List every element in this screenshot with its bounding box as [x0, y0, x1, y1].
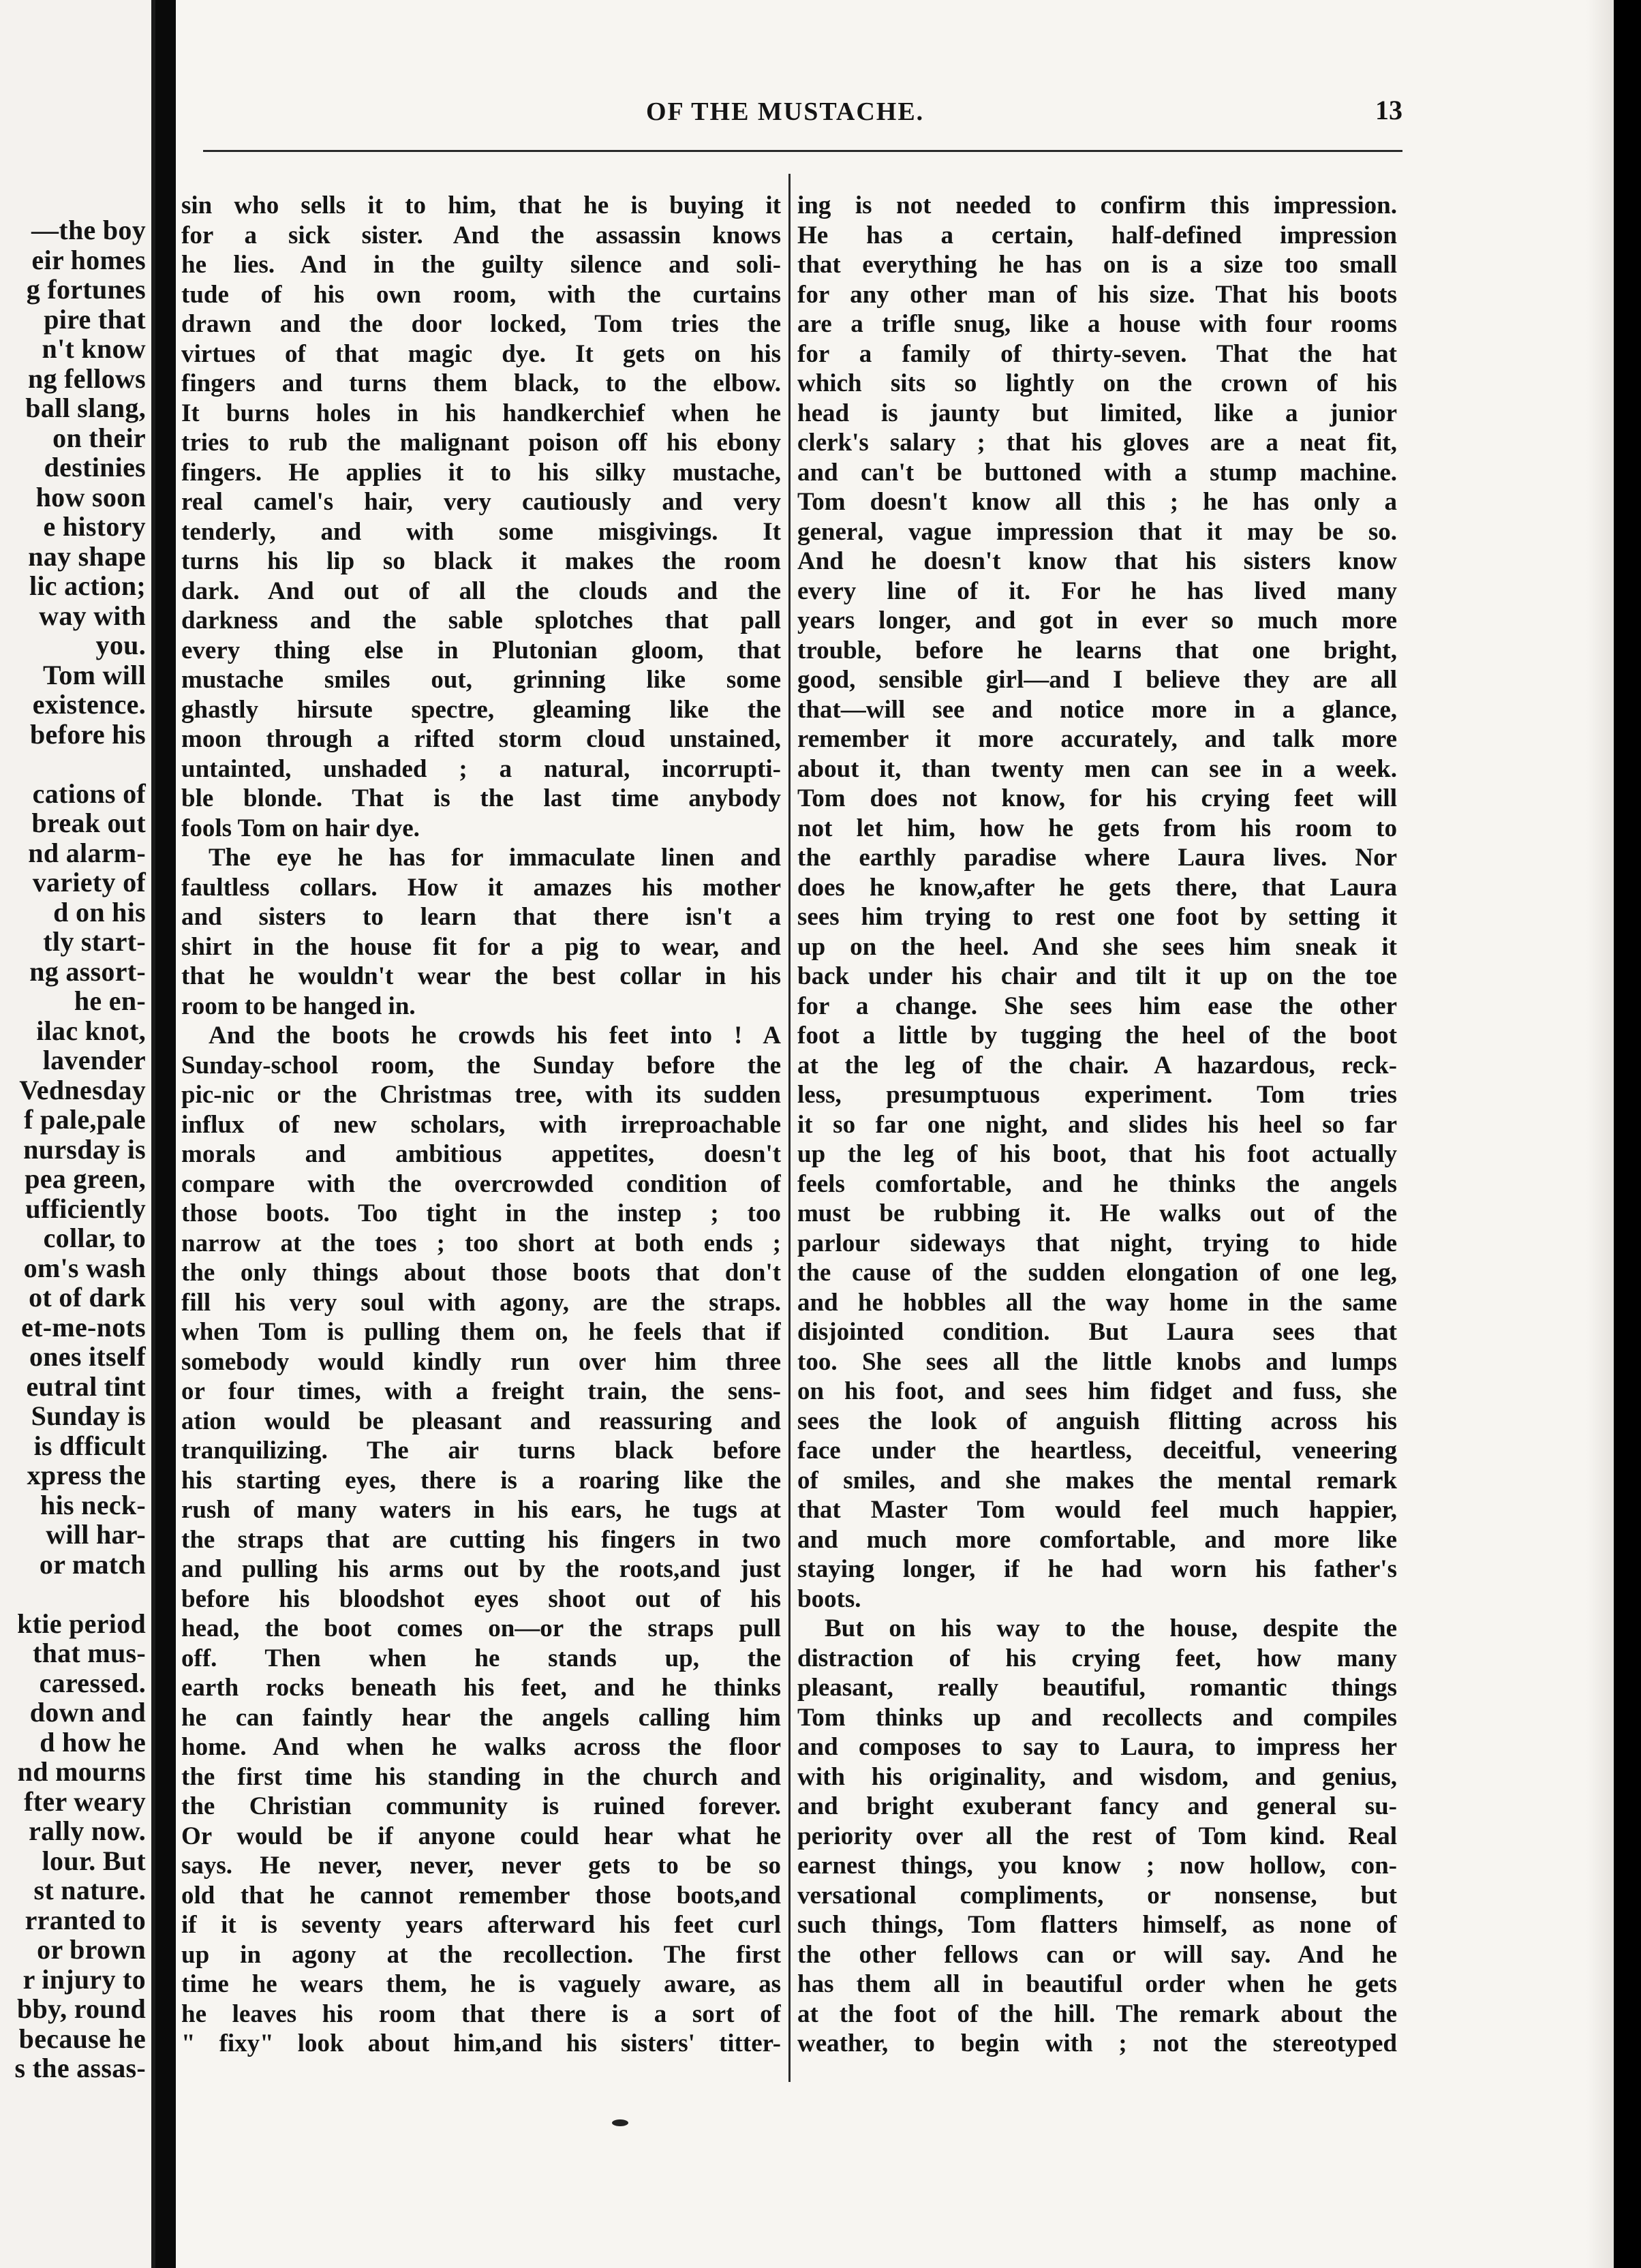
facing-page-line: n't know — [42, 333, 146, 364]
text-line: that—will see and notice more in a glance, — [797, 695, 1397, 724]
book-page — [176, 0, 1614, 2268]
text-line: such things, Tom flatters himself, as none of — [797, 1911, 1397, 1939]
text-line: up on the heel. And she sees him sneak it — [797, 932, 1397, 961]
text-line: earth rocks beneath his feet, and he thinks — [181, 1674, 781, 1702]
text-line: on his foot, and sees him fidget and fuss, she — [797, 1377, 1397, 1405]
text-line: the Christian community is ruined forever. — [181, 1792, 781, 1820]
text-line: distraction of his crying feet, how many — [797, 1644, 1397, 1672]
facing-page-line: om's wash — [23, 1252, 146, 1283]
text-line: tries to rub the malignant poison off his ebony — [181, 429, 781, 457]
text-line: every thing else in Plutonian gloom, that — [181, 636, 781, 664]
text-line: Sunday-school room, the Sunday before the — [181, 1051, 781, 1079]
facing-page-line: et-me-nots — [21, 1311, 146, 1343]
text-line: remember it more accurately, and talk more — [797, 725, 1397, 753]
text-line: up the leg of his boot, that his foot actually — [797, 1140, 1397, 1168]
facing-page-line: tly start- — [43, 926, 146, 957]
text-line: and much more comfortable, and more like — [797, 1525, 1397, 1554]
text-line: Or would be if anyone could hear what he — [181, 1822, 781, 1850]
facing-page-line: collar, to — [43, 1223, 146, 1253]
text-line: home. And when he walks across the floor — [181, 1733, 781, 1761]
facing-page-line: s the assas- — [14, 2053, 146, 2083]
text-line: the straps that are cutting his fingers in two — [181, 1525, 781, 1554]
facing-page-line: down and — [29, 1697, 146, 1728]
facing-page-line: variety of — [32, 867, 146, 898]
text-line: are a trifle snug, like a house with four rooms — [797, 310, 1397, 338]
text-line: tranquilizing. The air turns black before — [181, 1437, 781, 1465]
text-line: Tom doesn't know all this ; he has only a — [797, 488, 1397, 516]
text-line: face under the heartless, deceitful, veneering — [797, 1437, 1397, 1465]
text-line: for a sick sister. And the assassin knows — [181, 221, 781, 249]
text-line: head is jaunty but limited, like a junior — [797, 399, 1397, 427]
page-fold-shadow — [1586, 0, 1614, 2268]
header-rule — [203, 150, 1402, 152]
text-line: turns his lip so black it makes the room — [181, 547, 781, 575]
facing-page-fragment — [0, 0, 155, 2268]
facing-page-line: way with — [39, 600, 146, 631]
text-line: with his originality, and wisdom, and genius, — [797, 1762, 1397, 1791]
book-gutter — [155, 0, 176, 2268]
text-line: And the boots he crowds his feet into ! A — [209, 1022, 781, 1049]
text-line: his starting eyes, there is a roaring like the — [181, 1466, 781, 1495]
text-line: trouble, before he learns that one bright, — [797, 636, 1397, 664]
text-line: the first time his standing in the church and — [181, 1762, 781, 1791]
text-line: at the foot of the hill. The remark about the — [797, 1999, 1397, 2028]
text-line: off. Then when he stands up, the — [181, 1644, 781, 1672]
text-line: if it is seventy years afterward his feet curl — [181, 1911, 781, 1939]
text-line: back under his chair and tilt it up on the toe — [797, 962, 1397, 990]
text-line: old that he cannot remember those boots,and — [181, 1881, 781, 1910]
text-line: general, vague impression that it may be so. — [797, 517, 1397, 546]
text-line: that everything he has on is a size too small — [797, 251, 1397, 279]
text-column-right — [797, 191, 1397, 2059]
text-line: versational compliments, or nonsense, but — [797, 1881, 1397, 1910]
text-line: earnest things, you know ; now hollow, con- — [797, 1852, 1397, 1880]
facing-page-line: nd alarm- — [28, 837, 146, 868]
text-line: not let him, how he gets from his room to — [797, 814, 1397, 842]
text-line: virtues of that magic dye. It gets on his — [181, 339, 781, 368]
facing-page-line: ot of dark — [29, 1282, 146, 1313]
text-line: that Master Tom would feel much happier, — [797, 1496, 1397, 1524]
facing-page-line: Sunday is — [31, 1400, 146, 1431]
facing-page-line: cations of — [32, 778, 146, 809]
text-line: less, presumptuous experiment. Tom tries — [797, 1081, 1397, 1109]
text-line: and composes to say to Laura, to impress her — [797, 1733, 1397, 1761]
text-line: the earthly paradise where Laura lives. Nor — [797, 844, 1397, 872]
text-line: feels comfortable, and he thinks the angels — [797, 1169, 1397, 1198]
text-line: dark. And out of all the clouds and the — [181, 577, 781, 605]
facing-page-line: break out — [31, 808, 146, 838]
text-line: that he wouldn't wear the best collar in his — [181, 962, 781, 990]
facing-page-line: rranted to — [25, 1904, 146, 1935]
text-line: Tom does not know, for his crying feet will — [797, 784, 1397, 812]
text-line: drawn and the door locked, Tom tries the — [181, 310, 781, 338]
text-line: good, sensible girl—and I believe they are all — [797, 666, 1397, 694]
facing-page-line: pire that — [44, 303, 146, 335]
facing-page-line: how soon — [35, 481, 146, 512]
text-line: " fixy" look about him,and his sisters' titter- — [181, 2029, 781, 2057]
facing-page-line: lour. But — [42, 1845, 146, 1876]
facing-page-line: is dfficult — [33, 1430, 146, 1461]
text-line: ing is not needed to confirm this impression. — [797, 191, 1397, 219]
facing-page-line: lic action; — [29, 570, 146, 601]
text-line: parlour sideways that night, trying to hide — [797, 1229, 1397, 1257]
text-line: when Tom is pulling them on, he feels that if — [181, 1318, 781, 1346]
text-line: morals and ambitious appetites, doesn't — [181, 1140, 781, 1168]
text-line: narrow at the toes ; too short at both ends ; — [181, 1229, 781, 1257]
text-line: shirt in the house fit for a pig to wear, and — [181, 932, 781, 961]
text-line: those boots. Too tight in the instep ; too — [181, 1199, 781, 1227]
facing-page-line: you. — [95, 630, 146, 660]
facing-page-line: g fortunes — [26, 274, 146, 305]
text-line: too. She sees all the little knobs and lumps — [797, 1347, 1397, 1376]
facing-page-line: rally now. — [29, 1815, 146, 1846]
text-line: and sisters to learn that there isn't a — [181, 903, 781, 931]
facing-page-line: —the boy — [31, 215, 146, 245]
text-line: must be rubbing it. He walks out of the — [797, 1199, 1397, 1227]
facing-page-line: d how he — [40, 1726, 146, 1758]
text-line: periority over all the rest of Tom kind. Real — [797, 1822, 1397, 1850]
text-line: says. He never, never, never gets to be so — [181, 1852, 781, 1880]
text-line: he leaves his room that there is a sort of — [181, 1999, 781, 2028]
facing-page-line: on their — [52, 422, 146, 453]
text-line: the other fellows can or will say. And he — [797, 1940, 1397, 1969]
text-line: time he wears them, he is vaguely aware, as — [181, 1970, 781, 1998]
text-line: moon through a rifted storm cloud unstained, — [181, 725, 781, 753]
text-line: sees him trying to rest one foot by setting it — [797, 903, 1397, 931]
text-line: at the leg of the chair. A hazardous, reck- — [797, 1051, 1397, 1079]
facing-page-line: nay shape — [28, 540, 146, 572]
facing-page-line: ng fellows — [28, 363, 146, 394]
text-line: disjointed condition. But Laura sees that — [797, 1318, 1397, 1346]
facing-page-line: will har- — [46, 1519, 146, 1550]
text-line: the cause of the sudden elongation of one leg, — [797, 1259, 1397, 1287]
text-line: tude of his own room, with the curtains — [181, 280, 781, 309]
facing-page-line: pea green, — [25, 1163, 146, 1194]
facing-page-line: ball slang, — [25, 393, 146, 423]
facing-page-line: because he — [18, 2023, 146, 2054]
text-line: sees the look of anguish flitting across his — [797, 1407, 1397, 1435]
text-line: for a change. She sees him ease the other — [797, 992, 1397, 1020]
facing-page-line: that mus- — [32, 1638, 146, 1668]
text-line: and pulling his arms out by the roots,and just — [181, 1555, 781, 1583]
facing-page-line: ng assort- — [29, 955, 146, 987]
text-line: influx of new scholars, with irreproachable — [181, 1110, 781, 1139]
facing-page-line: fter weary — [24, 1786, 146, 1817]
text-line: every line of it. For he has lived many — [797, 577, 1397, 605]
text-line: faultless collars. How it amazes his mother — [181, 873, 781, 902]
text-line: room to be hanged in. — [181, 992, 416, 1020]
text-line: ation would be pleasant and reassuring and — [181, 1407, 781, 1435]
facing-page-line: eutral tint — [26, 1370, 146, 1402]
facing-page-line: e history — [43, 511, 146, 542]
text-line: boots. — [797, 1584, 861, 1613]
facing-page-line: d on his — [53, 896, 146, 928]
text-line: staying longer, if he had worn his father's — [797, 1555, 1397, 1583]
text-line: sin who sells it to him, that he is buying it — [181, 191, 781, 219]
text-line: he lies. And in the guilty silence and soli- — [181, 251, 781, 279]
text-line: ble blonde. That is the last time anybody — [181, 784, 781, 812]
facing-page-line: Tom will — [43, 659, 146, 690]
text-line: before his bloodshot eyes shoot out of his — [181, 1584, 781, 1613]
facing-page-line: he en- — [74, 985, 146, 1016]
facing-page-line: before his — [29, 718, 146, 750]
text-line: tenderly, and with some misgivings. It — [181, 517, 781, 546]
text-line: weather, to begin with ; not the stereotyped — [797, 2029, 1397, 2057]
text-line: And he doesn't know that his sisters know — [797, 547, 1397, 575]
text-line: does he know,after he gets there, that Laura — [797, 873, 1397, 902]
facing-page-line: st nature. — [33, 1875, 146, 1905]
text-column-left — [181, 191, 781, 2059]
facing-page-line: ktie period — [17, 1608, 146, 1639]
text-line: and can't be buttoned with a stump machine. — [797, 458, 1397, 487]
text-line: and bright exuberant fancy and general su- — [797, 1792, 1397, 1820]
text-line: fools Tom on hair dye. — [181, 814, 420, 842]
facing-page-line: xpress the — [27, 1460, 146, 1490]
facing-page-line: f pale,pale — [24, 1104, 146, 1135]
facing-page-line: ufficiently — [25, 1193, 146, 1224]
text-line: or four times, with a freight train, the sens- — [181, 1377, 781, 1405]
text-line: it so far one night, and slides his heel so far — [797, 1110, 1397, 1139]
facing-page-line: nursday is — [23, 1133, 146, 1165]
text-line: The eye he has for immaculate linen and — [209, 844, 781, 872]
text-line: But on his way to the house, despite the — [825, 1614, 1397, 1642]
text-line: head, the boot comes on—or the straps pull — [181, 1614, 781, 1642]
text-line: of smiles, and she makes the mental remark — [797, 1466, 1397, 1495]
text-line: It burns holes in his handkerchief when he — [181, 399, 781, 427]
text-line: fingers and turns them black, to the elbow. — [181, 369, 781, 397]
text-line: clerk's salary ; that his gloves are a neat fit, — [797, 429, 1397, 457]
facing-page-line: lavender — [42, 1045, 146, 1075]
text-line: foot a little by tugging the heel of the boot — [797, 1022, 1397, 1049]
text-line: fill his very soul with agony, are the straps. — [181, 1288, 781, 1317]
text-line: the only things about those boots that don't — [181, 1259, 781, 1287]
printer-mark — [612, 2119, 628, 2126]
text-line: up in agony at the recollection. The first — [181, 1940, 781, 1969]
facing-page-line: bby, round — [16, 1993, 146, 2024]
facing-page-line: caressed. — [39, 1667, 146, 1698]
facing-page-line: nd mourns — [17, 1756, 146, 1787]
facing-page-line: his neck- — [40, 1489, 146, 1520]
scan-edge — [1614, 0, 1641, 2268]
text-line: somebody would kindly run over him three — [181, 1347, 781, 1376]
facing-page-line: existence. — [32, 689, 146, 720]
text-line: pic-nic or the Christmas tree, with its sudden — [181, 1081, 781, 1109]
text-line: has them all in beautiful order when he gets — [797, 1970, 1397, 1998]
text-line: ghastly hirsute spectre, gleaming like the — [181, 695, 781, 724]
text-line: and he hobbles all the way home in the same — [797, 1288, 1397, 1317]
text-line: pleasant, really beautiful, romantic things — [797, 1674, 1397, 1702]
facing-page-line: destinies — [44, 452, 146, 482]
running-head: OF THE MUSTACHE. — [646, 97, 925, 126]
text-line: which sits so lightly on the crown of his — [797, 369, 1397, 397]
text-line: Tom thinks up and recollects and compiles — [797, 1703, 1397, 1732]
facing-page-line: eir homes — [31, 244, 146, 275]
facing-page-line: or brown — [37, 1934, 146, 1965]
facing-page-line: r injury to — [22, 1963, 146, 1995]
text-line: for a family of thirty-seven. That the hat — [797, 339, 1397, 368]
text-line: real camel's hair, very cautiously and very — [181, 488, 781, 516]
text-line: rush of many waters in his ears, he tugs at — [181, 1496, 781, 1524]
text-line: about it, than twenty men can see in a week. — [797, 754, 1397, 783]
text-line: mustache smiles out, grinning like some — [181, 666, 781, 694]
text-line: compare with the overcrowded condition of — [181, 1169, 781, 1198]
text-line: He has a certain, half-defined impression — [797, 221, 1397, 249]
text-line: untainted, unshaded ; a natural, incorrupti- — [181, 754, 781, 783]
page-number: 13 — [1375, 95, 1402, 125]
text-line: he can faintly hear the angels calling him — [181, 1703, 781, 1732]
text-line: fingers. He applies it to his silky mustache, — [181, 458, 781, 487]
facing-page-line: or match — [39, 1548, 146, 1580]
text-line: for any other man of his size. That his boots — [797, 280, 1397, 309]
column-divider — [788, 174, 791, 2082]
facing-page-line: ones itself — [29, 1341, 146, 1372]
text-line: darkness and the sable splotches that pall — [181, 607, 781, 634]
facing-page-line: ilac knot, — [36, 1015, 146, 1046]
facing-page-line: Vednesday — [19, 1074, 146, 1105]
text-line: years longer, and got in ever so much more — [797, 607, 1397, 634]
